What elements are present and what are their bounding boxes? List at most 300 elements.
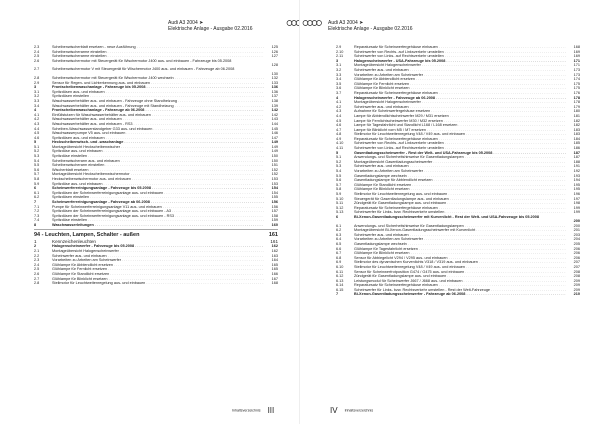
toc-entry-number: 6.8: [336, 255, 342, 260]
toc-entry-number: 7.4: [34, 218, 40, 223]
toc-entry-title: Montageübersicht Halogenscheinwerfer . . .: [354, 63, 566, 68]
toc-entry-title: Wischerblatt ersetzen . . .: [52, 168, 264, 173]
page-footer: [330, 406, 373, 415]
toc-entry-title: Frontscheibenwaschanlage - Fahrzeuge ab 06.2008 . . .: [52, 108, 264, 113]
toc-entry-title: Scheibenwischerarme einstellen . . .: [52, 50, 264, 55]
toc-entry-number: 6.3: [336, 232, 342, 237]
toc-entry-page: 153: [271, 181, 278, 186]
toc-entry-title: Glühlampe für Blinklicht ersetzen . . .: [354, 86, 566, 91]
page-number: IV: [330, 406, 338, 415]
toc-entry-number: 5.3: [34, 154, 40, 159]
toc-entry-title: Scheiben-Waschwasserstandgeber G33 aus- und einbauen . . .: [52, 127, 264, 132]
toc-entry-title: Anwendungs- und Sicherheitshinweise für Gasentladungslampen . . .: [354, 224, 566, 229]
toc-entry-number: 2.6: [34, 271, 40, 276]
toc-entry-page: 184: [573, 136, 580, 141]
toc-entry-number: 2.9: [34, 80, 40, 85]
page-header: [328, 20, 413, 32]
toc-entry-number: 6.2: [34, 195, 40, 200]
toc-entry-page: 157: [271, 209, 278, 214]
toc-entry-number: 6.10: [336, 264, 344, 269]
toc-entry-number: 2.7: [34, 276, 40, 281]
toc-entry-page: 149: [271, 144, 278, 149]
toc-entry-number: 5.1: [34, 144, 40, 149]
toc-entry-number: 5.5: [34, 163, 40, 168]
toc-entry-number: 7: [34, 200, 37, 204]
toc-entry-number: 4: [34, 108, 37, 113]
toc-entry-page: 139: [271, 103, 278, 108]
toc-entry[interactable]: [34, 67, 278, 76]
toc-entry-page: 206: [573, 246, 580, 251]
toc-entry-number: 2.7: [34, 67, 40, 72]
toc-entry-number: 2.4: [34, 49, 40, 54]
toc-entry-title: Waschwasserbehälter aus- und einbauen . . .: [52, 117, 264, 122]
toc-entry-title: Waschwasserpumpe V5 aus- und einbauen . . .: [52, 131, 264, 136]
toc-entry-page: 183: [573, 132, 580, 137]
toc-entry-number: 3.6: [336, 86, 342, 91]
toc-entry-page: 159: [271, 218, 278, 223]
toc-entry-page: 206: [573, 255, 580, 260]
toc-entry-title: Scheinwerfer aus- und einbauen . . .: [354, 68, 566, 73]
toc-entry-number: 4.7: [336, 127, 342, 132]
toc-entry-number: 2.11: [336, 54, 344, 59]
toc-entry-title: Scheibenwischerblatt ersetzen - neue Ausführung . . .: [52, 45, 264, 50]
chapter-heading[interactable]: [34, 231, 278, 239]
toc-entry-page: 162: [271, 248, 278, 253]
toc-entry-page: 150: [271, 158, 278, 163]
toc-entry-number: 7.1: [34, 204, 40, 209]
toc-entry-number: 1: [34, 238, 37, 244]
toc-entry-number: 3.2: [336, 67, 342, 72]
toc-entry-title: Bi-Xenon-Gasentladungsscheinwerfer - Fahrzeuge ab 06.2008 . . .: [354, 292, 566, 297]
toc-entry-title: Frontscheibenwaschanlage - Fahrzeuge bis 05.2008 . . .: [52, 85, 264, 90]
toc-entry-title: Gasentladungslampe für Abblendlicht ersetzen . . .: [354, 178, 566, 183]
toc-entry-page: 149: [271, 149, 278, 154]
toc-entry-number: 4.5: [34, 131, 40, 136]
toc-entry[interactable]: [34, 223, 278, 228]
toc-entry-title: Spritzdüse aus- und einbauen . . .: [52, 149, 264, 154]
toc-entry-page: 181: [573, 113, 580, 118]
toc-entry-title: Spritzdüsen aus- und einbauen . . .: [52, 136, 264, 141]
toc-entry-title: Scheibenwischerarm einstellen . . .: [52, 163, 264, 168]
toc-entry-title: Waschwasserbehälter aus- und einbauen - Fahrzeuge mit Standheizung . . .: [52, 104, 264, 109]
toc-entry-title: Lampe für Abblendlichtscheinwerfer M29 / M31 ersetzen . . .: [354, 114, 566, 119]
toc-entry-page: 163: [271, 253, 278, 258]
toc-entry-number: 3: [336, 58, 339, 63]
toc-entry-title: Halogenscheinwerfer - Fahrzeuge ab 06.2008 . . .: [354, 96, 566, 101]
chapter-title: 94 - Leuchten, Lampen, Schalter - außen: [34, 231, 140, 238]
toc-entry-number: 4.6: [34, 135, 40, 140]
toc-entry-title: Scheinwerfer für Links- bzw. Rechtsverkehr umstellen . . .: [354, 210, 566, 215]
toc-entry-page: 209: [573, 283, 580, 288]
toc-entry-number: 4.6: [336, 123, 342, 128]
toc-entry-page: 201: [573, 228, 580, 233]
toc-entry-number: 4.4: [34, 126, 40, 131]
toc-entry-number: 6.1: [336, 223, 342, 228]
toc-entry-page: 162: [271, 244, 278, 249]
toc-entry-title: Scheinwerfer aus- und einbauen . . .: [354, 105, 566, 110]
toc-entry-title: Spritzdüsen aus- und einbauen . . .: [52, 90, 264, 95]
toc-entry-page: 171: [573, 63, 580, 68]
toc-entry-title: Montageübersicht Bi-Xenon-Gasentladungsscheinwerfer mit Kurvenlicht . . .: [354, 228, 566, 233]
toc-entry-number: 3.3: [336, 72, 342, 77]
toc-entry-title: Aufnahme für Scheinwerfergehäuse ersetzen . . .: [354, 109, 566, 114]
toc-entry-title: Scheinwerfer von Links- auf Rechtsverkehr umstellen . . .: [354, 146, 566, 151]
toc-entry-page: 205: [573, 241, 580, 246]
toc-entry-title: Stellmotor für Leuchtweitenregelung V48 / V49 aus- und einbauen . . .: [354, 132, 566, 137]
toc-entry-number: 5.1: [336, 155, 342, 160]
toc-entry-page: 183: [573, 127, 580, 132]
toc-entry-page: 179: [573, 104, 580, 109]
toc-entry-title: Scheibenwischermotor mit Steuergerät für Wischermotor J400 aus- und einbauen - Fahrzeuge bis 05.2008: [52, 58, 232, 63]
toc-entry-page: 165: [271, 262, 278, 267]
toc-entry-page: 168: [271, 281, 278, 286]
toc-entry-title: Scheinwerfer von Links- auf Rechtsverkehr umstellen . . .: [354, 54, 566, 59]
toc-entry-title: Montageübersicht Gasentladungsscheinwerfer . . .: [354, 160, 566, 165]
right-page: [300, 0, 600, 424]
table-of-contents: [34, 45, 278, 286]
toc-entry-number: 4.3: [34, 121, 40, 126]
toc-entry-title: Gasentladungslampe wechseln . . .: [354, 242, 566, 247]
toc-entry-page: 143: [271, 117, 278, 122]
toc-entry-number: 5.6: [34, 167, 40, 172]
page-header: [168, 20, 253, 32]
toc-entry-title: Glühlampe für Abblendlicht ersetzen . . .: [52, 263, 264, 268]
toc-entry-number: 4.8: [336, 132, 342, 137]
toc-entry-number: 3: [34, 85, 37, 90]
toc-entry-title: Reparatursatz für Scheinwerfergehäuse einbauen . . .: [354, 91, 566, 96]
toc-entry-title: Stellmotor des dynamischen Kurvenlichts V318 / V319 aus- und einbauen . . .: [354, 260, 566, 265]
toc-entry-number: 6.14: [336, 283, 344, 288]
toc-entry-number: 2.1: [34, 248, 40, 253]
toc-entry-page: 169: [573, 54, 580, 59]
toc-entry-title: Glühlampe für Blinklicht ersetzen . . .: [354, 187, 566, 192]
toc-entry-page: 188: [573, 159, 580, 164]
toc-entry-page: 160: [271, 222, 278, 227]
header-subtitle: Elektrische Anlage - Ausgabe 02.2016: [328, 26, 413, 32]
toc-entry-number: 7.2: [34, 209, 40, 214]
toc-entry-number: 4.1: [34, 112, 40, 117]
toc-entry-number: 2.2: [34, 253, 40, 258]
toc-entry-number: 6: [336, 214, 339, 219]
toc-entry-page: 207: [573, 264, 580, 269]
toc-entry-number: 3.2: [34, 94, 40, 99]
toc-entry-title: Glühlampe für Standlicht ersetzen . . .: [354, 183, 566, 188]
toc-entry-number: 2.4: [34, 262, 40, 267]
toc-entry-number: 4.4: [336, 113, 342, 118]
toc-entry-number: 5.4: [336, 169, 342, 174]
toc-entry-title: Gasentladungsscheinwerfer - Rest der Welt- und USA-Fahrzeuge bis 05.2008 . . .: [354, 151, 566, 156]
toc-entry-number: 5.4: [34, 158, 40, 163]
toc-entry-number: 2: [34, 244, 37, 249]
toc-entry-title: Heckscheibenwischermotor aus- und einbauen . . .: [52, 177, 264, 182]
toc-entry-page: 158: [271, 213, 278, 218]
toc-entry-title: Halogenscheinwerfer - USA-Fahrzeuge bis 05.2008 . . .: [354, 59, 566, 64]
toc-entry-title: Glühlampe für Fernlicht ersetzen . . .: [354, 82, 566, 87]
toc-entry-page: 144: [271, 121, 278, 126]
toc-entry-title: Zündgerät für Gasentladungslampe aus- und einbauen . . .: [354, 274, 566, 279]
toc-entry-number: 6.9: [336, 260, 342, 265]
toc-entry-title: Lampe für Blinklicht vorn M5 / M7 ersetzen . . .: [354, 128, 566, 133]
toc-entry-page: 164: [271, 258, 278, 263]
toc-entry-number: 5.2: [336, 159, 342, 164]
toc-entry-page: 152: [271, 167, 278, 172]
toc-entry-title: Scheinwerfer aus- und einbauen . . .: [354, 164, 566, 169]
toc-entry-number: 5.7: [336, 182, 342, 187]
toc-entry-number: 5: [336, 150, 339, 155]
toc-entry-number: 3.7: [336, 90, 342, 95]
header-title: Audi A3 2004 ➤: [328, 20, 364, 26]
toc-entry-page: 161: [270, 238, 278, 244]
toc-entry-page: 175: [573, 81, 580, 86]
toc-entry-page: 169: [573, 49, 580, 54]
toc-entry-page: 180: [573, 109, 580, 114]
toc-entry-title: Scheinwerfer aus- und einbauen . . .: [354, 233, 566, 238]
toc-entry-page: 200: [573, 223, 580, 228]
toc-entry-page: 178: [573, 100, 580, 105]
toc-entry-page: 209: [573, 287, 580, 292]
toc-entry-page: 167: [271, 276, 278, 281]
toc-entry-number: 5: [34, 140, 37, 145]
toc-entry-title: Spritzdüsen der Scheinwerferreinigungsanlage aus- und einbauen - A3 . . .: [52, 209, 264, 214]
toc-entry-title: Spritzdüse aus- und einbauen . . .: [52, 182, 264, 187]
toc-entry-title: Montageübersicht Halogenscheinwerfer . . .: [52, 249, 264, 254]
toc-entry-page: 168: [573, 45, 580, 49]
toc-entry-number: 2.6: [34, 58, 40, 63]
toc-entry-page: 125: [271, 45, 278, 49]
toc-entry-title: Scheibenwischermotor V mit Steuergerät für Wischermotor J400 aus- und einbauen - Fahrzeuge ab 06.2008: [52, 67, 235, 72]
toc-entry-number: 5.11: [336, 201, 344, 206]
page-footer: [232, 406, 274, 415]
toc-entry-title: Spritzdüsen einstellen . . .: [52, 195, 264, 200]
toc-entry[interactable]: [34, 59, 278, 68]
toc-entry-number: 5.3: [336, 164, 342, 169]
toc-entry-page: 136: [271, 89, 278, 94]
toc-entry-page: 150: [271, 154, 278, 159]
toc-entry-page: 206: [573, 251, 580, 256]
toc-entry-page: 156: [271, 204, 278, 209]
toc-entry-title: Stellmotor für Leuchtweitenregelung V48 / V49 aus- und einbauen . . .: [354, 265, 566, 270]
toc-entry-number: 3.1: [336, 63, 342, 68]
toc-entry-number: 2.8: [34, 281, 40, 286]
toc-entry-number: 6.4: [336, 237, 342, 242]
toc-entry-number: 6.7: [336, 251, 342, 256]
toc-entry-number: 7.3: [34, 213, 40, 218]
toc-entry-title: Bi-Xenon-Gasentladungsscheinwerfer mit Kurvenlicht - Rest der Welt- und USA-Fahrzeuge bis 05.2008: [354, 214, 539, 219]
toc-entry-number: 5.2: [34, 149, 40, 154]
toc-entry-number: 5.13: [336, 210, 344, 215]
page-number: III: [267, 406, 275, 415]
toc-entry-title: Vorarbeiten zu Arbeiten am Scheinwerfer . . .: [52, 258, 264, 263]
toc-entry-number: 4.11: [336, 146, 344, 151]
toc-entry-page: 142: [271, 112, 278, 117]
toc-entry-number: 5.7: [34, 172, 40, 177]
toc-entry-number: 2.8: [34, 75, 40, 80]
toc-entry-title: Lampe für Fernlichtscheinwerfer M30 / M32 ersetzen . . .: [354, 119, 566, 124]
toc-entry-title: Sensor für Abbiegelicht V294 / V295 aus- und einbauen . . .: [354, 256, 566, 261]
toc-entry-number: 5.6: [336, 178, 342, 183]
toc-entry-title: Kennzeichenleuchten: [52, 238, 96, 244]
toc-entry-page: 152: [271, 172, 278, 177]
toc-entry-title: Scheinwerfer von Rechts- auf Linksverkehr umstellen . . .: [354, 141, 566, 146]
toc-entry-title: Sensor für Regen- und Lichterkennung aus- und einbauen . . .: [52, 81, 264, 86]
footer-label: Inhaltsverzeichnis: [344, 408, 374, 413]
toc-entry-title: Reparatursatz für Scheinwerfergehäuse einbauen . . .: [354, 45, 566, 50]
toc-entry-page: 138: [271, 98, 278, 103]
audi-rings-logo-icon: [286, 20, 300, 28]
toc-entry-page: 186: [573, 146, 580, 151]
toc-entry-title: Vorarbeiten zu Arbeiten am Scheinwerfer . . .: [354, 73, 566, 78]
toc-entry-page: 173: [573, 67, 580, 72]
toc-entry-number: 4.10: [336, 141, 344, 146]
toc-entry-title: Montageübersicht Heckscheibenwischermotor . . .: [52, 172, 264, 177]
toc-entry-number: 7: [336, 292, 339, 297]
toc-entry-page: 147: [271, 135, 278, 140]
toc-entry-title: Montageübersicht Halogenscheinwerfer . . .: [354, 100, 566, 105]
toc-entry-title: Scheibenwischermotor mit Steuergerät für Wischermotor J400 wechseln . . .: [52, 76, 264, 81]
toc-entry-number: 6.5: [336, 241, 342, 246]
toc-entry-title: Stellmotor für Leuchtweitenregelung aus- und einbauen . . .: [52, 281, 264, 286]
toc-entry-title: Sensor für Scheinwerfrotposition G474 / G475 aus- und einbauen . . .: [354, 270, 566, 275]
toc-entry-title: Waschwasserleitungen . . .: [52, 223, 264, 228]
toc-entry-title: Waschwasserbehälter aus- und einbauen - RS3 . . .: [52, 122, 264, 127]
toc-entry-page: 192: [573, 169, 580, 174]
toc-entry-title: Halogenscheinwerfer - Fahrzeuge bis 05.2008 . . .: [52, 244, 264, 249]
toc-entry-number: 5.8: [34, 177, 40, 182]
toc-entry-page: 126: [271, 49, 278, 54]
toc-entry-page: 194: [573, 178, 580, 183]
toc-entry-page: 208: [573, 274, 580, 279]
toc-entry-page: 210: [573, 292, 580, 297]
chapter-divider: [34, 229, 278, 230]
toc-entry-title: Montageübersicht Heckscheibenwischer . . .: [52, 145, 264, 150]
toc-entry-page: 197: [573, 196, 580, 201]
toc-entry-number: 6.11: [336, 269, 344, 274]
toc-entry-title: Waschwasserbehälter aus- und einbauen - Fahrzeuge ohne Standheizung . . .: [52, 99, 264, 104]
toc-entry-page: 198: [573, 201, 580, 206]
toc-entry-title: Glühlampe für Abblendlicht ersetzen . . .: [354, 77, 566, 82]
toc-entry-number: 4.5: [336, 118, 342, 123]
toc-entry-number: 6.2: [336, 228, 342, 233]
toc-entry-number: 6.13: [336, 278, 344, 283]
toc-entry-page: 127: [271, 54, 278, 59]
toc-entry-page: 207: [573, 260, 580, 265]
footer-label: Inhaltsverzeichnis: [232, 408, 261, 413]
toc-entry-number: 6.12: [336, 274, 344, 279]
toc-entry-title: Spritzdüsen der Scheinwerferreinigungsanlage aus- und einbauen - RS3 . . .: [52, 214, 264, 219]
toc-entry-title: Scheinwerfer aus- und einbauen . . .: [52, 254, 264, 259]
toc-entry-title: Scheinwerfer von Rechts- auf Linksverkehr umstellen . . .: [354, 50, 566, 55]
toc-entry-page: 208: [573, 269, 580, 274]
toc-entry-page: 187: [573, 150, 580, 155]
toc-entry-page: 142: [271, 108, 278, 113]
toc-entry-title: Spritzdüsen der Scheinwerferreinigungsanlage aus- und einbauen . . .: [52, 191, 264, 196]
toc-entry[interactable]: [336, 215, 580, 224]
toc-entry-title: Vorarbeiten zu Arbeiten am Scheinwerfer . . .: [354, 169, 566, 174]
toc-entry-page: 199: [573, 205, 580, 210]
toc-entry-page: 151: [271, 163, 278, 168]
toc-entry-number: 5.9: [34, 181, 40, 186]
toc-entry-title: Gasentladungslampe wechseln . . .: [354, 174, 566, 179]
toc-entry-page: 200: [573, 219, 580, 224]
toc-entry-title: Reparatursatz für Scheinwerfergehäuse einbauen . . .: [354, 283, 566, 288]
toc-entry-page: 153: [271, 177, 278, 182]
toc-entry-page: 154: [271, 186, 278, 191]
toc-entry-page: 173: [573, 72, 580, 77]
toc-entry-title: Heckscheibenwisch- und -waschanlage . . .: [52, 140, 264, 145]
toc-entry-title: Spritzdüse einstellen . . .: [52, 218, 264, 223]
toc-entry-page: 182: [573, 123, 580, 128]
toc-entry-page: 171: [573, 58, 580, 63]
toc-entry-number: 6.15: [336, 287, 344, 292]
toc-entry-number: 4.9: [336, 136, 342, 141]
toc-entry-number: 6: [34, 186, 37, 191]
toc-entry-title: Reparatursatz für Scheinwerfergehäuse einbauen . . .: [354, 137, 566, 142]
toc-entry[interactable]: [34, 281, 278, 286]
toc-entry-number: 5.8: [336, 187, 342, 192]
toc-entry-number: 2.9: [336, 45, 342, 49]
toc-entry-title: Stellmotor für Leuchtweitenregelung aus- und einbauen . . .: [354, 192, 566, 197]
toc-entry-number: 4: [336, 95, 339, 100]
toc-entry-number: 4.2: [34, 117, 40, 122]
toc-entry-title: Scheinwerferreinigungsanlage - Fahrzeuge bis 05.2008 . . .: [52, 186, 264, 191]
toc-entry-page: 182: [573, 118, 580, 123]
toc-entry-page: 199: [573, 210, 580, 215]
toc-entry-page: 137: [271, 94, 278, 99]
toc-entry-number: 2.5: [34, 267, 40, 272]
toc-entry-page: 203: [573, 232, 580, 237]
toc-entry-title: Steuergerät für Gasentladungslampe aus- und einbauen . . .: [354, 197, 566, 202]
toc-entry-page: 187: [573, 155, 580, 160]
toc-entry[interactable]: [336, 292, 580, 297]
toc-entry-number: 5.5: [336, 173, 342, 178]
toc-entry-number: 6.6: [336, 246, 342, 251]
toc-entry-page: 154: [271, 190, 278, 195]
toc-entry-page: 132: [271, 75, 278, 80]
toc-entry-page: 193: [573, 173, 580, 178]
toc-entry-page: 155: [271, 195, 278, 200]
toc-entry-title: Glühlampe für Tagesfahrlicht ersetzen . . .: [354, 247, 566, 252]
header-title: Audi A3 2004 ➤: [168, 20, 204, 26]
toc-entry-page: 165: [271, 267, 278, 272]
toc-entry-number: 3.5: [336, 81, 342, 86]
toc-entry-number: 5.9: [336, 192, 342, 196]
toc-entry-title: Einfüllstutzen für Waschwasserbehälter aus- und einbauen . . .: [52, 113, 264, 118]
toc-entry-page: 195: [573, 187, 580, 192]
toc-entry-title: Zündgerät für Gasentladungslampe aus- und einbauen . . .: [354, 201, 566, 206]
toc-entry-page: 166: [271, 271, 278, 276]
toc-entry-page: 175: [573, 86, 580, 91]
toc-entry-number: 3.4: [336, 77, 342, 82]
toc-entry-number: 3.4: [34, 103, 40, 108]
table-of-contents: [336, 45, 580, 297]
toc-entry-page: 196: [573, 192, 580, 196]
toc-entry-title: Scheinwerferreinigungsanlage - Fahrzeuge ab 06.2008 . . .: [52, 200, 264, 205]
toc-entry-page: 185: [573, 141, 580, 146]
toc-entry-title: Vorarbeiten zu Arbeiten am Scheinwerfer . . .: [354, 237, 566, 242]
toc-entry-title: Anwendungs- und Sicherheitshinweise für Gasentladungslampen . . .: [354, 155, 566, 160]
toc-entry-title: Reparatursatz für Scheinwerfergehäuse einbauen . . .: [354, 206, 566, 211]
toc-entry-number: 2.3: [34, 45, 40, 49]
toc-entry-title: Glühlampe für Fernlicht ersetzen . . .: [52, 267, 264, 272]
toc-entry-number: 4.3: [336, 109, 342, 114]
toc-entry-page: 149: [271, 140, 278, 145]
audi-rings-logo-icon: [302, 20, 324, 28]
toc-entry-number: 6.1: [34, 190, 40, 195]
toc-entry-page: 204: [573, 237, 580, 242]
toc-entry-number: 2.3: [34, 258, 40, 263]
toc-entry-page: 130: [271, 71, 278, 76]
toc-entry-title: Scheinwerfer für Links- bzw. Rechtsverkehr umstellen - Rest der Welt-Fahrzeuge . . .: [354, 288, 566, 293]
